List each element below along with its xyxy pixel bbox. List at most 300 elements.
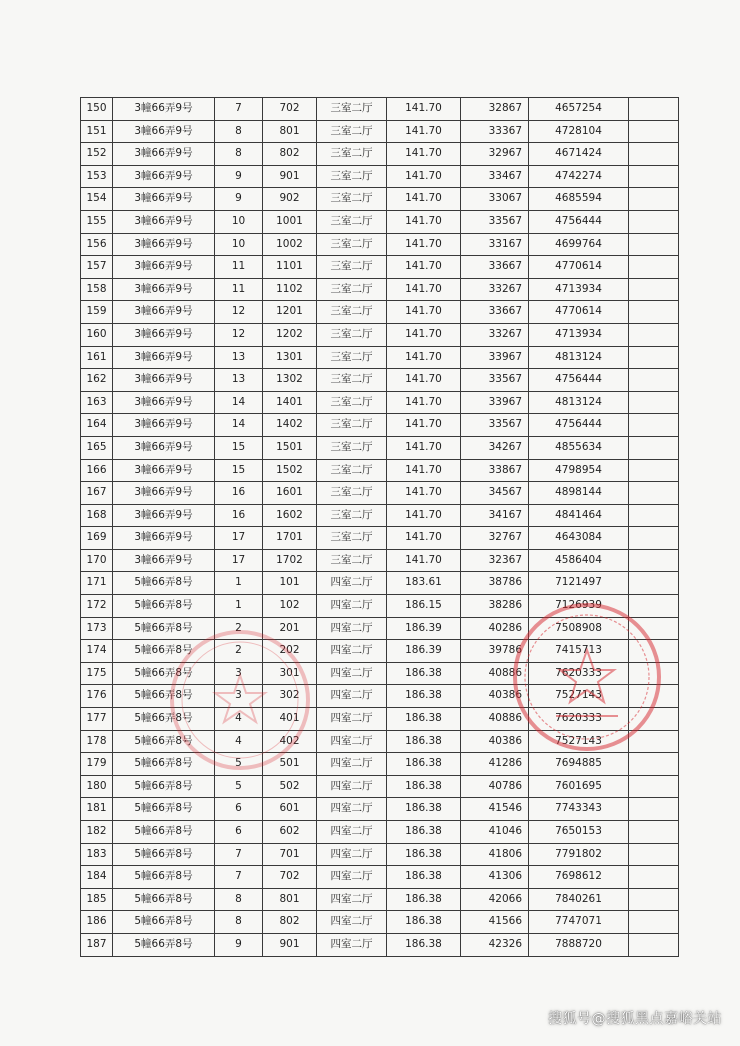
room-number-cell: 1501: [263, 436, 317, 459]
floor-cell: 7: [215, 843, 263, 866]
row-number-cell: 167: [81, 482, 113, 505]
unit-price-cell: 33067: [461, 188, 529, 211]
remarks-cell: [629, 346, 679, 369]
table-row: [81, 98, 679, 121]
row-number-cell: 172: [81, 595, 113, 618]
table-row: [81, 843, 679, 866]
layout-cell: 四室二厅: [317, 843, 387, 866]
building-address-cell: 5幢66弄8号: [113, 821, 215, 844]
building-address-cell: 5幢66弄8号: [113, 662, 215, 685]
total-price-cell: 4756444: [529, 210, 629, 233]
table-row: [81, 866, 679, 889]
building-address-cell: 3幢66弄9号: [113, 459, 215, 482]
area-cell: 141.70: [387, 256, 461, 279]
remarks-cell: [629, 798, 679, 821]
table-row: [81, 346, 679, 369]
floor-cell: 11: [215, 278, 263, 301]
total-price-cell: 7698612: [529, 866, 629, 889]
row-number-cell: 165: [81, 436, 113, 459]
row-number-cell: 182: [81, 821, 113, 844]
total-price-cell: 4756444: [529, 369, 629, 392]
table-row: [81, 617, 679, 640]
layout-cell: 四室二厅: [317, 662, 387, 685]
floor-cell: 16: [215, 482, 263, 505]
remarks-cell: [629, 98, 679, 121]
unit-price-cell: 33367: [461, 120, 529, 143]
layout-cell: 四室二厅: [317, 595, 387, 618]
remarks-cell: [629, 821, 679, 844]
layout-cell: 三室二厅: [317, 482, 387, 505]
layout-cell: 三室二厅: [317, 301, 387, 324]
room-number-cell: 701: [263, 843, 317, 866]
unit-price-cell: 32367: [461, 549, 529, 572]
table-row: [81, 143, 679, 166]
table-row: [81, 753, 679, 776]
floor-cell: 15: [215, 436, 263, 459]
building-address-cell: 5幢66弄8号: [113, 595, 215, 618]
area-cell: 186.38: [387, 888, 461, 911]
total-price-cell: 7527143: [529, 730, 629, 753]
layout-cell: 三室二厅: [317, 188, 387, 211]
unit-price-cell: 40786: [461, 775, 529, 798]
layout-cell: 四室二厅: [317, 821, 387, 844]
row-number-cell: 164: [81, 414, 113, 437]
row-number-cell: 173: [81, 617, 113, 640]
total-price-cell: 7620333: [529, 662, 629, 685]
building-address-cell: 3幢66弄9号: [113, 414, 215, 437]
room-number-cell: 702: [263, 98, 317, 121]
table-row: [81, 188, 679, 211]
layout-cell: 四室二厅: [317, 685, 387, 708]
building-address-cell: 5幢66弄8号: [113, 775, 215, 798]
remarks-cell: [629, 775, 679, 798]
layout-cell: 三室二厅: [317, 143, 387, 166]
table-row: [81, 278, 679, 301]
room-number-cell: 501: [263, 753, 317, 776]
layout-cell: 三室二厅: [317, 459, 387, 482]
remarks-cell: [629, 662, 679, 685]
remarks-cell: [629, 888, 679, 911]
area-cell: 141.70: [387, 346, 461, 369]
unit-price-cell: 34267: [461, 436, 529, 459]
room-number-cell: 1202: [263, 323, 317, 346]
room-number-cell: 1701: [263, 527, 317, 550]
building-address-cell: 5幢66弄8号: [113, 753, 215, 776]
row-number-cell: 170: [81, 549, 113, 572]
price-list-table: [80, 97, 679, 957]
row-number-cell: 176: [81, 685, 113, 708]
floor-cell: 13: [215, 346, 263, 369]
floor-cell: 3: [215, 685, 263, 708]
remarks-cell: [629, 685, 679, 708]
building-address-cell: 5幢66弄8号: [113, 617, 215, 640]
room-number-cell: 1001: [263, 210, 317, 233]
area-cell: 141.70: [387, 98, 461, 121]
table-row: [81, 233, 679, 256]
remarks-cell: [629, 120, 679, 143]
row-number-cell: 180: [81, 775, 113, 798]
layout-cell: 四室二厅: [317, 730, 387, 753]
room-number-cell: 601: [263, 798, 317, 821]
remarks-cell: [629, 730, 679, 753]
table-row: [81, 821, 679, 844]
area-cell: 141.70: [387, 188, 461, 211]
room-number-cell: 1602: [263, 504, 317, 527]
total-price-cell: 4898144: [529, 482, 629, 505]
total-price-cell: 7888720: [529, 933, 629, 956]
total-price-cell: 4855634: [529, 436, 629, 459]
unit-price-cell: 32867: [461, 98, 529, 121]
building-address-cell: 5幢66弄8号: [113, 640, 215, 663]
table-row: [81, 595, 679, 618]
table-row: [81, 685, 679, 708]
row-number-cell: 169: [81, 527, 113, 550]
unit-price-cell: 38786: [461, 572, 529, 595]
remarks-cell: [629, 617, 679, 640]
room-number-cell: 101: [263, 572, 317, 595]
total-price-cell: 7791802: [529, 843, 629, 866]
building-address-cell: 3幢66弄9号: [113, 436, 215, 459]
row-number-cell: 175: [81, 662, 113, 685]
unit-price-cell: 41306: [461, 866, 529, 889]
area-cell: 141.70: [387, 391, 461, 414]
room-number-cell: 102: [263, 595, 317, 618]
unit-price-cell: 42066: [461, 888, 529, 911]
area-cell: 141.70: [387, 527, 461, 550]
room-number-cell: 1101: [263, 256, 317, 279]
area-cell: 186.38: [387, 821, 461, 844]
unit-price-cell: 38286: [461, 595, 529, 618]
unit-price-cell: 33167: [461, 233, 529, 256]
room-number-cell: 302: [263, 685, 317, 708]
total-price-cell: 4798954: [529, 459, 629, 482]
room-number-cell: 702: [263, 866, 317, 889]
floor-cell: 8: [215, 888, 263, 911]
row-number-cell: 160: [81, 323, 113, 346]
row-number-cell: 181: [81, 798, 113, 821]
layout-cell: 三室二厅: [317, 527, 387, 550]
room-number-cell: 401: [263, 708, 317, 731]
unit-price-cell: 40386: [461, 685, 529, 708]
total-price-cell: 4699764: [529, 233, 629, 256]
floor-cell: 11: [215, 256, 263, 279]
remarks-cell: [629, 233, 679, 256]
room-number-cell: 1702: [263, 549, 317, 572]
floor-cell: 3: [215, 662, 263, 685]
total-price-cell: 4813124: [529, 346, 629, 369]
table-row: [81, 323, 679, 346]
building-address-cell: 5幢66弄8号: [113, 843, 215, 866]
table-row: [81, 210, 679, 233]
building-address-cell: 3幢66弄9号: [113, 188, 215, 211]
layout-cell: 三室二厅: [317, 346, 387, 369]
layout-cell: 四室二厅: [317, 572, 387, 595]
layout-cell: 三室二厅: [317, 165, 387, 188]
unit-price-cell: 40886: [461, 662, 529, 685]
area-cell: 186.38: [387, 775, 461, 798]
building-address-cell: 5幢66弄8号: [113, 685, 215, 708]
room-number-cell: 801: [263, 120, 317, 143]
unit-price-cell: 33967: [461, 391, 529, 414]
room-number-cell: 802: [263, 143, 317, 166]
layout-cell: 四室二厅: [317, 933, 387, 956]
total-price-cell: 7121497: [529, 572, 629, 595]
unit-price-cell: 32967: [461, 143, 529, 166]
unit-price-cell: 40886: [461, 708, 529, 731]
layout-cell: 三室二厅: [317, 233, 387, 256]
remarks-cell: [629, 391, 679, 414]
remarks-cell: [629, 595, 679, 618]
layout-cell: 三室二厅: [317, 436, 387, 459]
total-price-cell: 7650153: [529, 821, 629, 844]
area-cell: 141.70: [387, 301, 461, 324]
remarks-cell: [629, 143, 679, 166]
row-number-cell: 187: [81, 933, 113, 956]
table-row: [81, 708, 679, 731]
building-address-cell: 3幢66弄9号: [113, 549, 215, 572]
remarks-cell: [629, 753, 679, 776]
area-cell: 186.39: [387, 640, 461, 663]
row-number-cell: 151: [81, 120, 113, 143]
unit-price-cell: 33667: [461, 301, 529, 324]
row-number-cell: 178: [81, 730, 113, 753]
watermark-text: 搜狐号@搜狐黑点嘉峪关站: [548, 1011, 722, 1027]
area-cell: 141.70: [387, 323, 461, 346]
remarks-cell: [629, 708, 679, 731]
table-row: [81, 911, 679, 934]
room-number-cell: 1402: [263, 414, 317, 437]
row-number-cell: 158: [81, 278, 113, 301]
floor-cell: 4: [215, 708, 263, 731]
floor-cell: 4: [215, 730, 263, 753]
floor-cell: 12: [215, 301, 263, 324]
floor-cell: 9: [215, 165, 263, 188]
table-row: [81, 933, 679, 956]
layout-cell: 四室二厅: [317, 888, 387, 911]
total-price-cell: 7527143: [529, 685, 629, 708]
building-address-cell: 3幢66弄9号: [113, 278, 215, 301]
floor-cell: 2: [215, 640, 263, 663]
table-row: [81, 798, 679, 821]
floor-cell: 9: [215, 933, 263, 956]
room-number-cell: 902: [263, 188, 317, 211]
table-row: [81, 888, 679, 911]
total-price-cell: 4756444: [529, 414, 629, 437]
floor-cell: 1: [215, 595, 263, 618]
room-number-cell: 801: [263, 888, 317, 911]
building-address-cell: 5幢66弄8号: [113, 798, 215, 821]
building-address-cell: 3幢66弄9号: [113, 482, 215, 505]
room-number-cell: 1601: [263, 482, 317, 505]
total-price-cell: 7694885: [529, 753, 629, 776]
floor-cell: 14: [215, 391, 263, 414]
floor-cell: 7: [215, 98, 263, 121]
area-cell: 186.38: [387, 933, 461, 956]
layout-cell: 三室二厅: [317, 504, 387, 527]
remarks-cell: [629, 210, 679, 233]
room-number-cell: 901: [263, 933, 317, 956]
total-price-cell: 4643084: [529, 527, 629, 550]
area-cell: 141.70: [387, 482, 461, 505]
room-number-cell: 1201: [263, 301, 317, 324]
unit-price-cell: 33667: [461, 256, 529, 279]
area-cell: 141.70: [387, 210, 461, 233]
layout-cell: 四室二厅: [317, 798, 387, 821]
row-number-cell: 162: [81, 369, 113, 392]
total-price-cell: 4728104: [529, 120, 629, 143]
layout-cell: 三室二厅: [317, 414, 387, 437]
unit-price-cell: 33567: [461, 369, 529, 392]
building-address-cell: 3幢66弄9号: [113, 504, 215, 527]
layout-cell: 三室二厅: [317, 369, 387, 392]
remarks-cell: [629, 866, 679, 889]
table-row: [81, 301, 679, 324]
layout-cell: 三室二厅: [317, 549, 387, 572]
layout-cell: 四室二厅: [317, 911, 387, 934]
remarks-cell: [629, 911, 679, 934]
floor-cell: 8: [215, 911, 263, 934]
unit-price-cell: 39786: [461, 640, 529, 663]
unit-price-cell: 41566: [461, 911, 529, 934]
room-number-cell: 802: [263, 911, 317, 934]
table-row: [81, 414, 679, 437]
remarks-cell: [629, 527, 679, 550]
table-row: [81, 120, 679, 143]
floor-cell: 5: [215, 753, 263, 776]
floor-cell: 14: [215, 414, 263, 437]
area-cell: 141.70: [387, 504, 461, 527]
remarks-cell: [629, 301, 679, 324]
building-address-cell: 3幢66弄9号: [113, 256, 215, 279]
row-number-cell: 163: [81, 391, 113, 414]
unit-price-cell: 34167: [461, 504, 529, 527]
total-price-cell: 4841464: [529, 504, 629, 527]
area-cell: 186.38: [387, 753, 461, 776]
total-price-cell: 7620333: [529, 708, 629, 731]
room-number-cell: 1401: [263, 391, 317, 414]
room-number-cell: 402: [263, 730, 317, 753]
room-number-cell: 301: [263, 662, 317, 685]
remarks-cell: [629, 482, 679, 505]
remarks-cell: [629, 256, 679, 279]
remarks-cell: [629, 436, 679, 459]
row-number-cell: 174: [81, 640, 113, 663]
unit-price-cell: 41806: [461, 843, 529, 866]
layout-cell: 三室二厅: [317, 120, 387, 143]
building-address-cell: 5幢66弄8号: [113, 911, 215, 934]
table-row: [81, 165, 679, 188]
layout-cell: 四室二厅: [317, 866, 387, 889]
row-number-cell: 177: [81, 708, 113, 731]
building-address-cell: 3幢66弄9号: [113, 143, 215, 166]
building-address-cell: 5幢66弄8号: [113, 933, 215, 956]
remarks-cell: [629, 369, 679, 392]
total-price-cell: 7747071: [529, 911, 629, 934]
area-cell: 141.70: [387, 436, 461, 459]
unit-price-cell: 33567: [461, 210, 529, 233]
building-address-cell: 3幢66弄9号: [113, 323, 215, 346]
table-row: [81, 391, 679, 414]
building-address-cell: 3幢66弄9号: [113, 120, 215, 143]
total-price-cell: 7601695: [529, 775, 629, 798]
row-number-cell: 161: [81, 346, 113, 369]
area-cell: 186.38: [387, 866, 461, 889]
floor-cell: 12: [215, 323, 263, 346]
total-price-cell: 7126939: [529, 595, 629, 618]
remarks-cell: [629, 414, 679, 437]
floor-cell: 7: [215, 866, 263, 889]
remarks-cell: [629, 165, 679, 188]
remarks-cell: [629, 572, 679, 595]
area-cell: 186.38: [387, 911, 461, 934]
floor-cell: 15: [215, 459, 263, 482]
table-row: [81, 662, 679, 685]
row-number-cell: 168: [81, 504, 113, 527]
remarks-cell: [629, 188, 679, 211]
table-row: [81, 482, 679, 505]
total-price-cell: 4713934: [529, 323, 629, 346]
area-cell: 183.61: [387, 572, 461, 595]
layout-cell: 四室二厅: [317, 775, 387, 798]
building-address-cell: 3幢66弄9号: [113, 98, 215, 121]
unit-price-cell: 41286: [461, 753, 529, 776]
table-row: [81, 549, 679, 572]
area-cell: 141.70: [387, 278, 461, 301]
unit-price-cell: 40386: [461, 730, 529, 753]
row-number-cell: 183: [81, 843, 113, 866]
layout-cell: 四室二厅: [317, 753, 387, 776]
table-row: [81, 640, 679, 663]
unit-price-cell: 34567: [461, 482, 529, 505]
total-price-cell: 4742274: [529, 165, 629, 188]
building-address-cell: 5幢66弄8号: [113, 888, 215, 911]
total-price-cell: 7415713: [529, 640, 629, 663]
remarks-cell: [629, 504, 679, 527]
total-price-cell: 7840261: [529, 888, 629, 911]
building-address-cell: 5幢66弄8号: [113, 572, 215, 595]
table-row: [81, 436, 679, 459]
layout-cell: 三室二厅: [317, 278, 387, 301]
floor-cell: 13: [215, 369, 263, 392]
area-cell: 186.38: [387, 843, 461, 866]
floor-cell: 1: [215, 572, 263, 595]
area-cell: 141.70: [387, 414, 461, 437]
floor-cell: 10: [215, 210, 263, 233]
total-price-cell: 4586404: [529, 549, 629, 572]
table-row: [81, 572, 679, 595]
building-address-cell: 5幢66弄8号: [113, 730, 215, 753]
row-number-cell: 154: [81, 188, 113, 211]
unit-price-cell: 40286: [461, 617, 529, 640]
table-row: [81, 459, 679, 482]
remarks-cell: [629, 323, 679, 346]
area-cell: 186.38: [387, 685, 461, 708]
area-cell: 186.38: [387, 798, 461, 821]
remarks-cell: [629, 843, 679, 866]
table-row: [81, 504, 679, 527]
area-cell: 141.70: [387, 143, 461, 166]
floor-cell: 8: [215, 120, 263, 143]
layout-cell: 三室二厅: [317, 98, 387, 121]
layout-cell: 三室二厅: [317, 210, 387, 233]
layout-cell: 三室二厅: [317, 256, 387, 279]
room-number-cell: 1502: [263, 459, 317, 482]
remarks-cell: [629, 549, 679, 572]
floor-cell: 10: [215, 233, 263, 256]
unit-price-cell: 33467: [461, 165, 529, 188]
row-number-cell: 184: [81, 866, 113, 889]
row-number-cell: 186: [81, 911, 113, 934]
